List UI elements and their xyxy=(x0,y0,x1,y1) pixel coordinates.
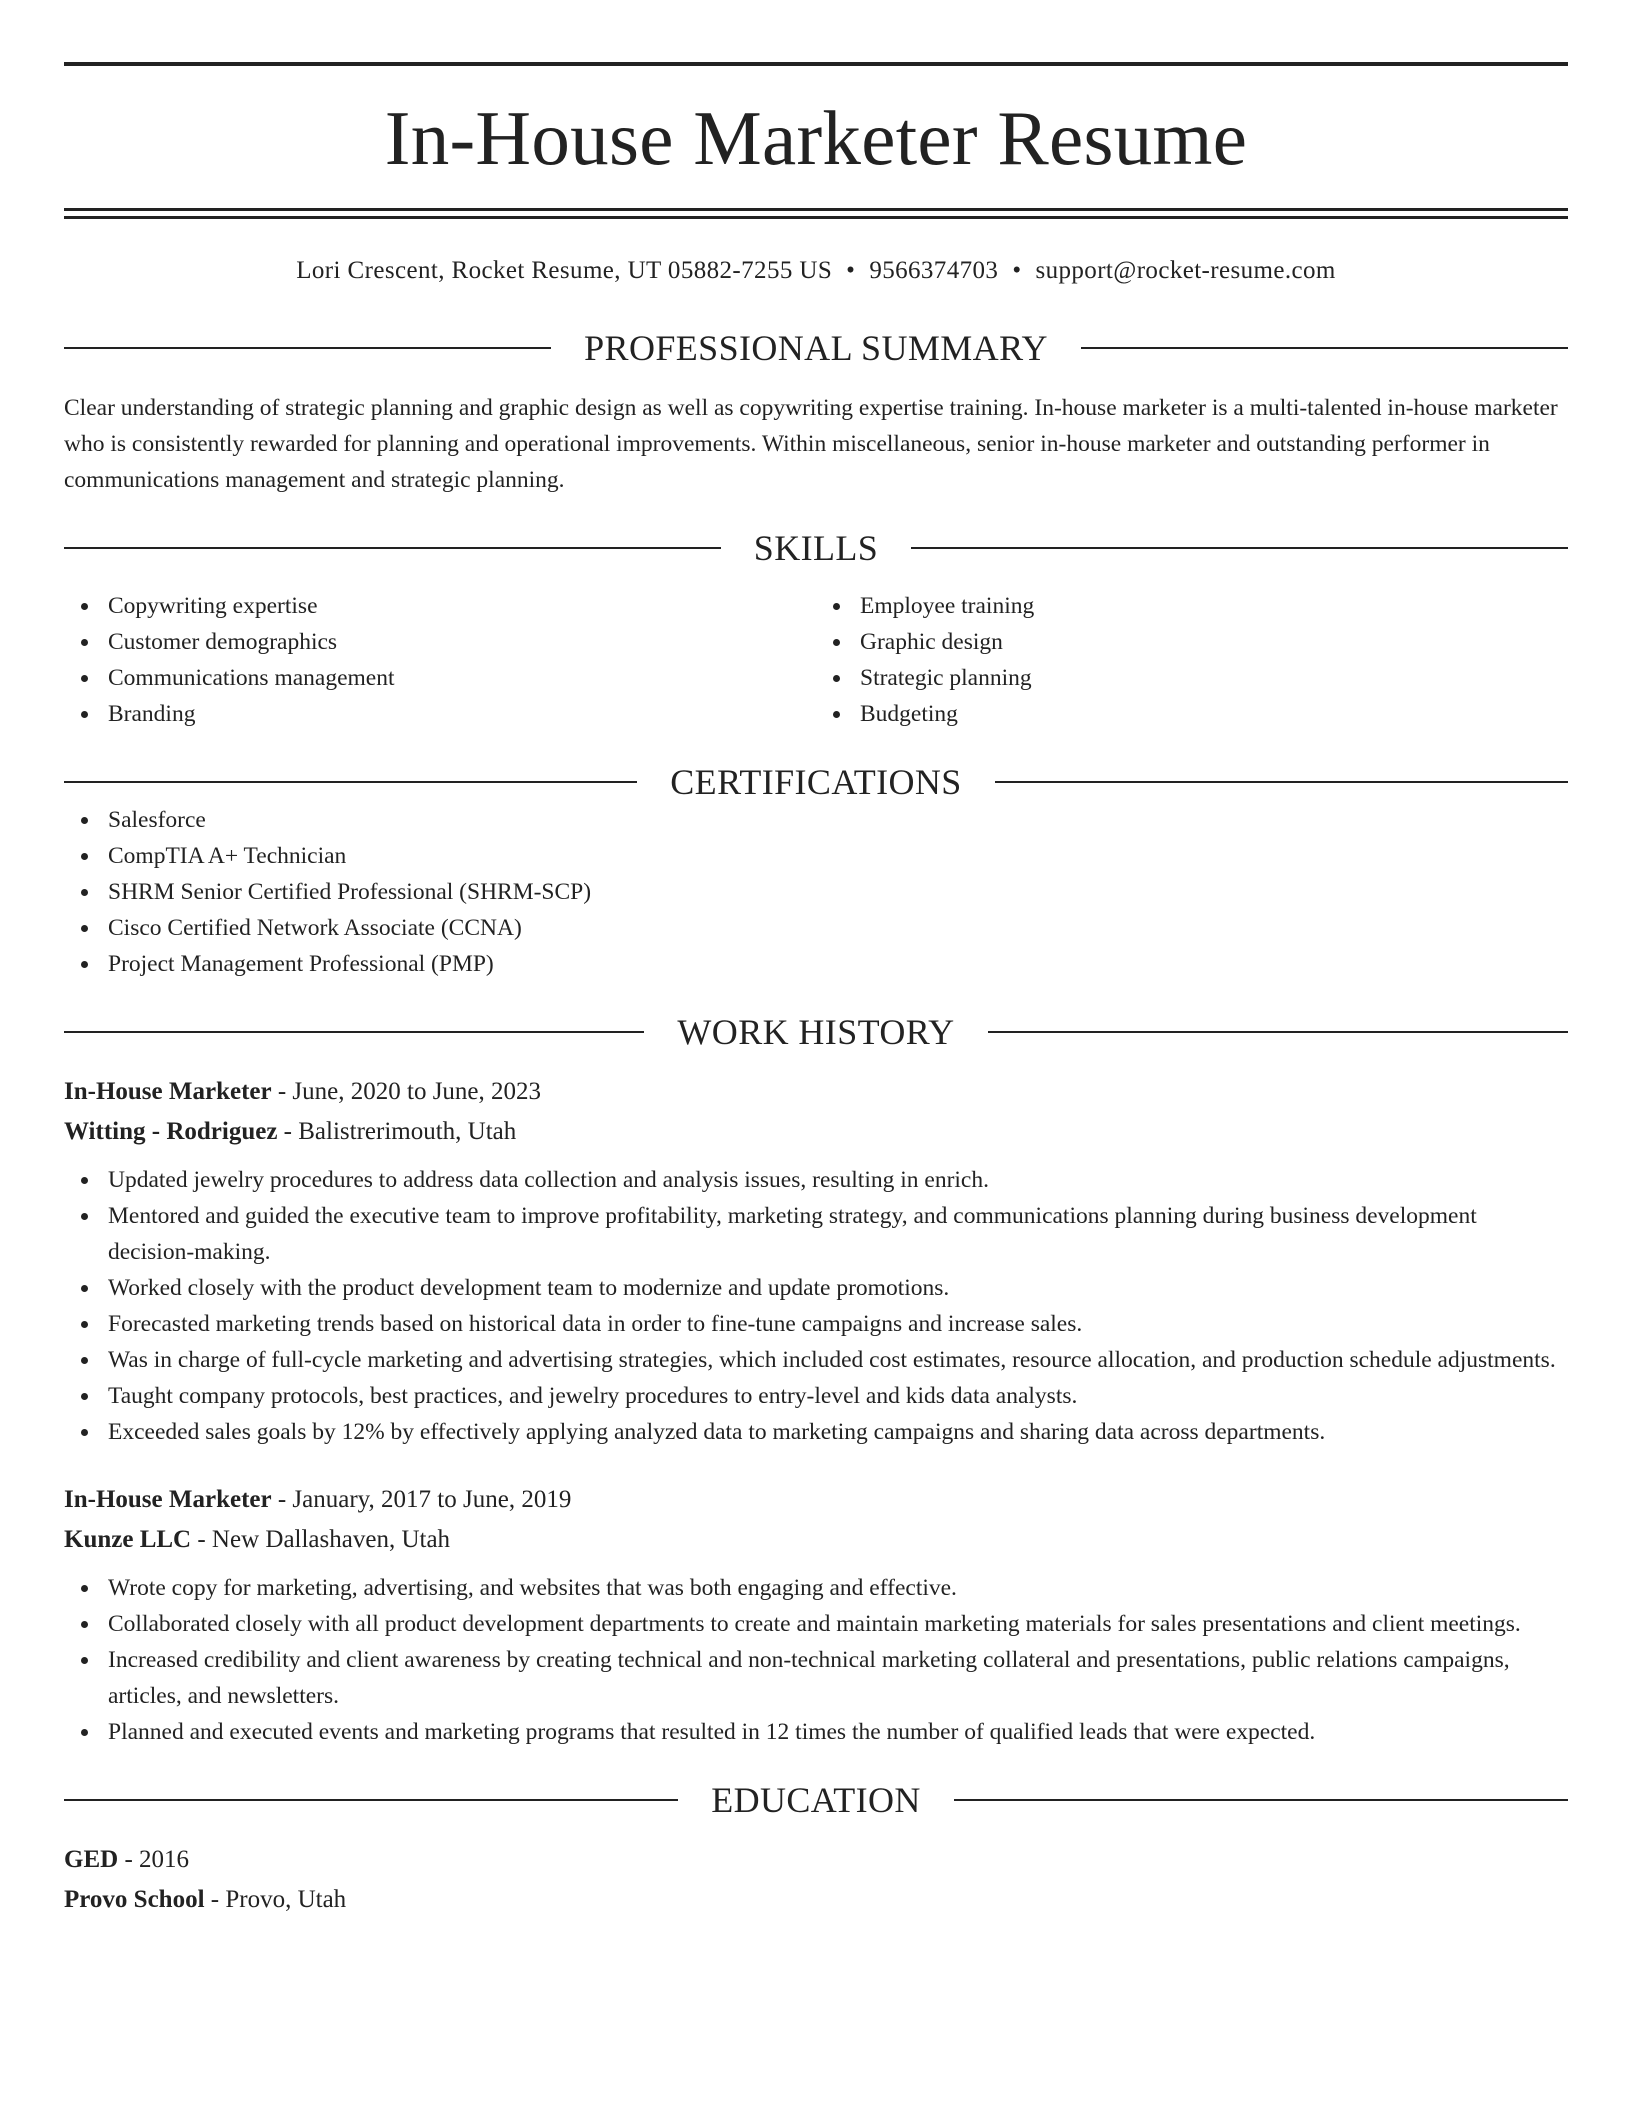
job-location: - New Dallashaven, Utah xyxy=(191,1526,451,1553)
education-degree-line xyxy=(64,1840,1568,1880)
skills-list-left xyxy=(64,588,816,732)
section-title-certifications: CERTIFICATIONS xyxy=(670,762,962,802)
skill-item: Customer demographics xyxy=(64,624,816,660)
header-rule-left xyxy=(64,347,551,349)
job-bullet: Was in charge of full-cycle marketing and advertising strategies, which included cost estimates, resource allocation, and production schedule adjustments. xyxy=(64,1342,1568,1378)
job-title: In-House Marketer xyxy=(64,1486,272,1513)
job-bullets xyxy=(64,1570,1568,1750)
section-header-work-history xyxy=(64,1012,1568,1052)
job-bullet: Planned and executed events and marketing programs that resulted in 12 times the number of qualified leads that were expected. xyxy=(64,1714,1568,1750)
job-company: Witting - Rodriguez xyxy=(64,1118,278,1145)
education-entry xyxy=(64,1840,1568,1920)
skill-item: Employee training xyxy=(816,588,1568,624)
header-rule-left xyxy=(64,1799,678,1801)
job-bullet: Increased credibility and client awareness by creating technical and non-technical marketing collateral and presentations, public relations campaigns, articles, and newsletters. xyxy=(64,1642,1568,1714)
certification-item: CompTIA A+ Technician xyxy=(64,838,1568,874)
certification-item: SHRM Senior Certified Professional (SHRM-SCP) xyxy=(64,874,1568,910)
header-rule-right xyxy=(995,781,1568,783)
job-bullet: Worked closely with the product development team to modernize and update promotions. xyxy=(64,1270,1568,1306)
education-location: - Provo, Utah xyxy=(204,1886,347,1913)
contact-address: Lori Crescent, Rocket Resume, UT 05882-7255 US xyxy=(296,257,833,284)
job-location: - Balistrerimouth, Utah xyxy=(277,1118,517,1145)
section-header-skills xyxy=(64,528,1568,568)
job-company: Kunze LLC xyxy=(64,1526,192,1553)
education-school-line xyxy=(64,1880,1568,1920)
title-double-rule xyxy=(64,208,1568,219)
skill-item: Budgeting xyxy=(816,696,1568,732)
job-bullet: Updated jewelry procedures to address data collection and analysis issues, resulting in enrich. xyxy=(64,1162,1568,1198)
contact-line xyxy=(64,256,1568,286)
skills-list-right xyxy=(816,588,1568,732)
section-header-education xyxy=(64,1780,1568,1820)
job-title-line xyxy=(64,1072,1568,1112)
education-school: Provo School xyxy=(64,1886,205,1913)
certifications-list xyxy=(64,802,1568,982)
section-title-summary: PROFESSIONAL SUMMARY xyxy=(584,328,1048,368)
skills-column-right xyxy=(816,588,1568,732)
job-company-line xyxy=(64,1112,1568,1152)
job-dates: - January, 2017 to June, 2019 xyxy=(271,1486,572,1513)
job-bullet: Wrote copy for marketing, advertising, and websites that was both engaging and effective. xyxy=(64,1570,1568,1606)
job-bullet: Taught company protocols, best practices, and jewelry procedures to entry-level and kids data analysts. xyxy=(64,1378,1568,1414)
skill-item: Branding xyxy=(64,696,816,732)
job-bullets xyxy=(64,1162,1568,1450)
section-header-certifications xyxy=(64,762,1568,802)
job-company-line xyxy=(64,1520,1568,1560)
job-bullet: Collaborated closely with all product development departments to create and maintain marketing materials for sales presentations and client meetings. xyxy=(64,1606,1568,1642)
header-rule-left xyxy=(64,1031,644,1033)
summary-text: Clear understanding of strategic planning and graphic design as well as copywriting expertise training. In-house marketer is a multi-talented in-house marketer who is consistently rewarded for planning and operational improvements. Within miscellaneous, senior in-house marketer and outstanding performer in communications management and strategic planning. xyxy=(64,395,1558,493)
job-entry xyxy=(64,1480,1568,1750)
skill-item: Strategic planning xyxy=(816,660,1568,696)
skills-grid xyxy=(64,588,1568,732)
contact-separator: • xyxy=(1012,257,1022,284)
skill-item: Communications management xyxy=(64,660,816,696)
section-title-work-history: WORK HISTORY xyxy=(677,1012,955,1052)
contact-email: support@rocket-resume.com xyxy=(1035,257,1336,284)
job-title: In-House Marketer xyxy=(64,1078,272,1105)
skill-item: Copywriting expertise xyxy=(64,588,816,624)
skills-column-left xyxy=(64,588,816,732)
education-degree: GED xyxy=(64,1846,119,1873)
job-entry xyxy=(64,1072,1568,1450)
section-title-skills: SKILLS xyxy=(753,528,879,568)
header-rule-right xyxy=(911,547,1568,549)
contact-separator: • xyxy=(846,257,856,284)
contact-phone: 9566374703 xyxy=(869,257,999,284)
header-rule-right xyxy=(988,1031,1568,1033)
section-header-summary xyxy=(64,328,1568,368)
certification-item: Salesforce xyxy=(64,802,1568,838)
page-title: In-House Marketer Resume xyxy=(384,95,1248,181)
job-bullet: Exceeded sales goals by 12% by effectively applying analyzed data to marketing campaigns and sharing data across departments. xyxy=(64,1414,1568,1450)
job-title-line xyxy=(64,1480,1568,1520)
top-rule xyxy=(64,62,1568,66)
job-bullet: Forecasted marketing trends based on historical data in order to fine-tune campaigns and increase sales. xyxy=(64,1306,1568,1342)
header-rule-right xyxy=(1081,347,1568,349)
certification-item: Cisco Certified Network Associate (CCNA) xyxy=(64,910,1568,946)
education-year: - 2016 xyxy=(118,1846,190,1873)
header-rule-right xyxy=(954,1799,1568,1801)
certification-item: Project Management Professional (PMP) xyxy=(64,946,1568,982)
skill-item: Graphic design xyxy=(816,624,1568,660)
header-rule-left xyxy=(64,547,721,549)
section-title-education: EDUCATION xyxy=(711,1780,921,1820)
header-rule-left xyxy=(64,781,637,783)
job-bullet: Mentored and guided the executive team to improve profitability, marketing strategy, and communications planning during business development decision-making. xyxy=(64,1198,1568,1270)
job-dates: - June, 2020 to June, 2023 xyxy=(271,1078,542,1105)
